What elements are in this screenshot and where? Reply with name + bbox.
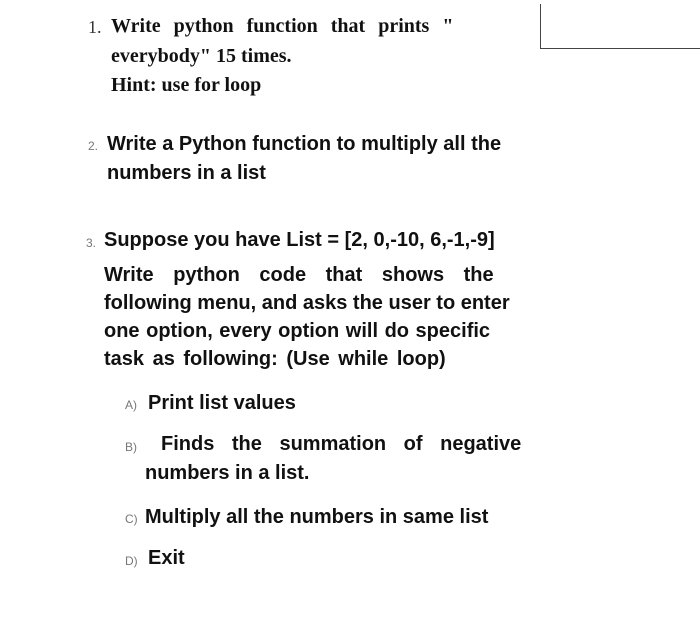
option-c-text: Multiply all the numbers in same list bbox=[145, 506, 489, 528]
option-d-letter: D) bbox=[125, 554, 138, 568]
q3-line3: following menu, and asks the user to enter bbox=[104, 292, 510, 314]
cropped-answer-box bbox=[540, 4, 700, 49]
q1-number: 1. bbox=[88, 17, 102, 37]
q2-number: 2. bbox=[88, 139, 99, 153]
q3-number: 3. bbox=[86, 236, 97, 250]
q1-hint: Hint: use for loop bbox=[111, 74, 262, 96]
q3-line1: Suppose you have List = [2, 0,-10, 6,-1,-9] bbox=[104, 229, 495, 251]
q3-line5: task as following: (Use while loop) bbox=[104, 348, 446, 370]
option-b-line2: numbers in a list. bbox=[145, 462, 310, 484]
option-a-text: Print list values bbox=[148, 392, 296, 414]
q3-line4: one option, every option will do specific bbox=[104, 320, 491, 342]
q2-line1: Write a Python function to multiply all the bbox=[107, 133, 502, 155]
q1-line2: everybody" 15 times. bbox=[111, 45, 292, 67]
q1-line1: Write python function that prints " bbox=[111, 15, 454, 37]
option-b-letter: B) bbox=[125, 440, 137, 454]
q2-line2: numbers in a list bbox=[107, 162, 266, 184]
option-d-text: Exit bbox=[148, 547, 185, 569]
option-a-letter: A) bbox=[125, 398, 137, 412]
option-c-letter: C) bbox=[125, 512, 138, 526]
q3-line2: Write python code that shows the bbox=[104, 264, 494, 286]
option-b-line1: Finds the summation of negative bbox=[161, 433, 522, 455]
